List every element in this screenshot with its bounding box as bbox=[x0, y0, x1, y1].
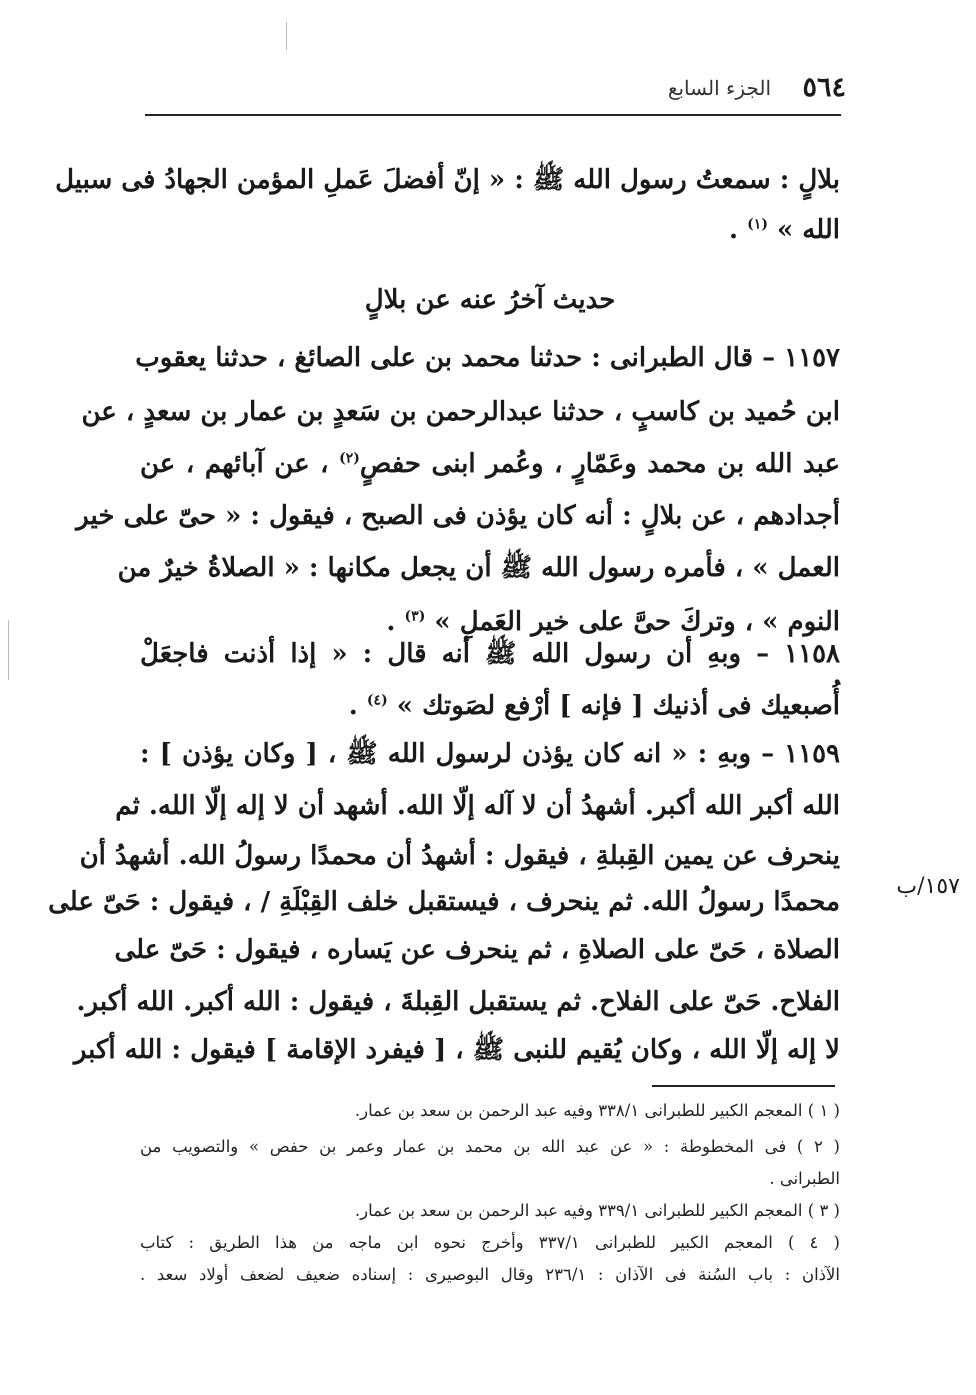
footnote-ref: (٣) bbox=[404, 608, 426, 625]
page-number: ٥٦٤ bbox=[802, 72, 846, 103]
footnote: ( ٢ ) فى المخطوطة : « عن عبد الله بن محمد بن عمار وعمر بن حفص » والتصويب من bbox=[140, 1137, 840, 1156]
footnote: الآذان : باب السُنة فى الآذان : ٢٣٦/١ وقال البوصيرى : إسناده ضعيف لضعف أولاد سعد . bbox=[140, 1265, 840, 1284]
scan-mark bbox=[8, 620, 9, 680]
footnote-rule bbox=[652, 1085, 835, 1087]
footnote: ( ٤ ) المعجم الكبير للطبرانى ٣٣٧/١ وأخرج نحوه ابن ماجه من هذا الطريق : كتاب bbox=[140, 1233, 840, 1252]
text-segment: . bbox=[729, 215, 739, 245]
running-header-title: الجزء السابع bbox=[667, 76, 771, 100]
footnote: الطبرانى . bbox=[769, 1169, 840, 1188]
text-line: لا إله إلّا الله ، وكان يُقيم للنبى ﷺ ، [ فيفرد الإقامة ] فيقول : الله أكبر bbox=[73, 1035, 840, 1065]
text-segment: . bbox=[386, 607, 396, 637]
text-segment: . bbox=[348, 691, 358, 721]
margin-folio-note: ١٥٧/ب bbox=[896, 874, 960, 899]
text-segment: الله » bbox=[777, 215, 840, 245]
scan-mark bbox=[286, 22, 287, 50]
text-segment: عبد الله بن محمد وعَمّارٍ ، وعُمر ابنى حفصٍ bbox=[359, 449, 841, 479]
text-line bbox=[140, 436, 840, 492]
section-heading: حديث آخرُ عنه عن بلالٍ bbox=[364, 285, 616, 315]
text-line: بلالٍ : سمعتُ رسول الله ﷺ : « إنّ أفضلَ عَملِ المؤمن الجهادُ فى سبيل bbox=[55, 165, 840, 195]
footnote: ( ١ ) المعجم الكبير للطبرانى ٣٣٨/١ وفيه عبد الرحمن بن سعد بن عمار. bbox=[354, 1101, 840, 1120]
text-line: ابن حُميد بن كاسبٍ ، حدثنا عبدالرحمن بن سَعدٍ بن عمار بن سعدٍ ، عن bbox=[81, 397, 840, 427]
text-line: ١١٥٨ – وبهِ أن رسول الله ﷺ أنه قال : « إذا أذنت فاجعَلْ bbox=[140, 639, 840, 669]
text-line: الله أكبر الله أكبر. أشهدُ أن لا آله إلّا الله. أشهد أن لا إله إلّا الله. ثم bbox=[115, 791, 840, 821]
text-line: ينحرف عن يمين القِبلةِ ، فيقول : أشهدُ أن محمدًا رسولُ الله. أشهدُ أن bbox=[79, 841, 840, 871]
text-line: محمدًا رسولُ الله. ثم ينحرف ، فيستقبل خلف القِبْلَةِ / ، فيقول : حَىّ على bbox=[48, 887, 840, 917]
text-line: العمل » ، فأمره رسول الله ﷺ أن يجعل مكانها : « الصلاةُ خيرٌ من bbox=[117, 553, 840, 583]
header-rule bbox=[145, 114, 841, 116]
text-line: الصلاة ، حَىّ على الصلاةِ ، ثم ينحرف عن يَساره ، فيقول : حَىّ على bbox=[114, 935, 840, 965]
text-segment: أُصبعيك فى أذنيك [ فإنه ] أرْفع لصَوتك » bbox=[396, 691, 840, 721]
text-line: أجدادهم ، عن بلالٍ : أنه كان يؤذن فى الصبح ، فيقول : « حىّ على خير bbox=[76, 501, 840, 531]
footnote-ref: (٢) bbox=[339, 450, 360, 467]
text-line bbox=[140, 202, 840, 258]
text-segment: ، عن آبائهم ، عن bbox=[140, 449, 329, 479]
text-line: ١١٥٧ – قال الطبرانى : حدثنا محمد بن على الصائغ ، حدثنا يعقوب bbox=[135, 343, 840, 373]
footnote-ref: (١) bbox=[747, 216, 768, 233]
footnote: ( ٣ ) المعجم الكبير للطبرانى ٣٣٩/١ وفيه عبد الرحمن بن سعد بن عمار. bbox=[354, 1201, 840, 1220]
footnote-ref: (٤) bbox=[366, 692, 388, 709]
text-segment: النوم » ، وتركَ حىَّ على خير العَملِ » bbox=[434, 607, 840, 637]
text-line: الفلاح. حَىّ على الفلاح. ثم يستقبل القِبلةَ ، فيقول : الله أكبر. الله أكبر. bbox=[76, 987, 840, 1017]
text-line: ١١٥٩ – وبهِ : « انه كان يؤذن لرسول الله ﷺ ، [ وكان يؤذن ] : bbox=[140, 739, 840, 769]
